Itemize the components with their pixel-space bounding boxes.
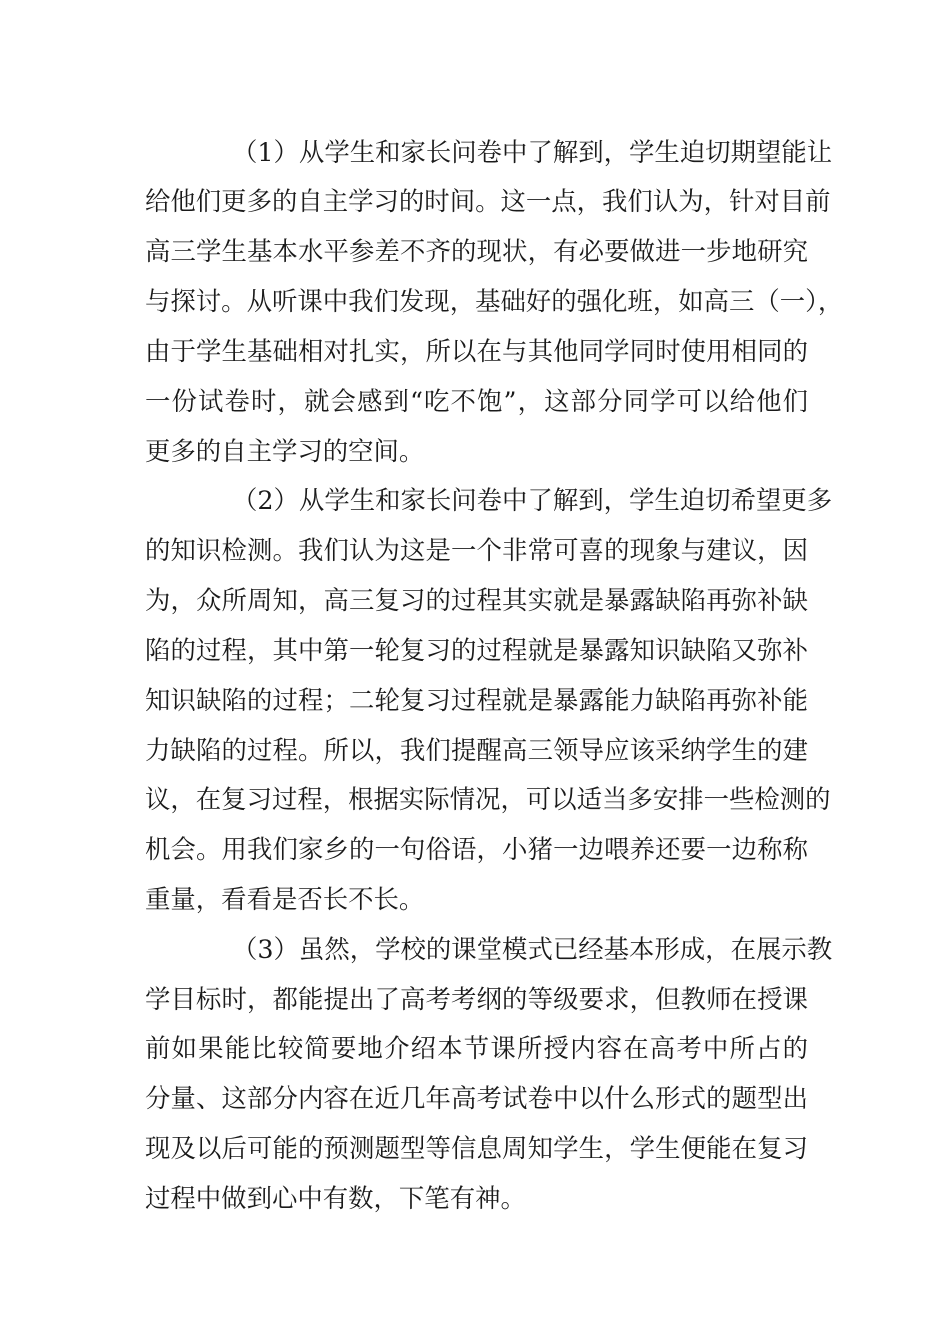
paragraph-3-line-6: 过程中做到心中有数，下笔有神。 — [145, 1183, 526, 1213]
paragraph-1-line-3: 高三学生基本水平参差不齐的现状，有必要做进一步地研究 — [145, 236, 808, 266]
paragraph-2-line-1: （2）从学生和家长问卷中了解到，学生迫切希望更多 — [232, 485, 833, 515]
paragraph-1-line-2: 给他们更多的自主学习的时间。这一点，我们认为，针对目前 — [145, 186, 831, 216]
paragraph-2-line-5: 知识缺陷的过程；二轮复习过程就是暴露能力缺陷再弥补能 — [145, 685, 808, 715]
paragraph-3-line-5: 现及以后可能的预测题型等信息周知学生，学生便能在复习 — [145, 1133, 808, 1163]
paragraph-2-line-7: 议，在复习过程，根据实际情况，可以适当多安排一些检测的 — [145, 784, 831, 814]
paragraph-1-line-4: 与探讨。从听课中我们发现，基础好的强化班，如高三（一）， — [145, 286, 844, 316]
paragraph-3-line-3: 前如果能比较简要地介绍本节课所授内容在高考中所占的 — [145, 1033, 808, 1063]
paragraph-1-line-6: 一份试卷时，就会感到“吃不饱”，这部分同学可以给他们 — [145, 386, 808, 416]
paragraph-2-line-2: 的知识检测。我们认为这是一个非常可喜的现象与建议，因 — [145, 535, 808, 565]
paragraph-2-line-6: 力缺陷的过程。所以，我们提醒高三领导应该采纳学生的建 — [145, 735, 808, 765]
paragraph-1-line-7: 更多的自主学习的空间。 — [145, 436, 425, 466]
paragraph-1-line-5: 由于学生基础相对扎实，所以在与其他同学同时使用相同的 — [145, 336, 808, 366]
paragraph-1-line-1: （1）从学生和家长问卷中了解到，学生迫切期望能让 — [232, 137, 833, 167]
paragraph-2-line-4: 陷的过程，其中第一轮复习的过程就是暴露知识缺陷又弥补 — [145, 635, 808, 665]
paragraph-3-line-2: 学目标时，都能提出了高考考纲的等级要求，但教师在授课 — [145, 984, 808, 1014]
paragraph-3-line-1: （3）虽然，学校的课堂模式已经基本形成，在展示教 — [232, 934, 833, 964]
paragraph-2-line-8: 机会。用我们家乡的一句俗语，小猪一边喂养还要一边称称 — [145, 834, 808, 864]
paragraph-2-line-3: 为，众所周知，高三复习的过程其实就是暴露缺陷再弥补缺 — [145, 585, 808, 615]
paragraph-2-line-9: 重量，看看是否长不长。 — [145, 884, 425, 914]
paragraph-3-line-4: 分量、这部分内容在近几年高考试卷中以什么形式的题型出 — [145, 1083, 808, 1113]
